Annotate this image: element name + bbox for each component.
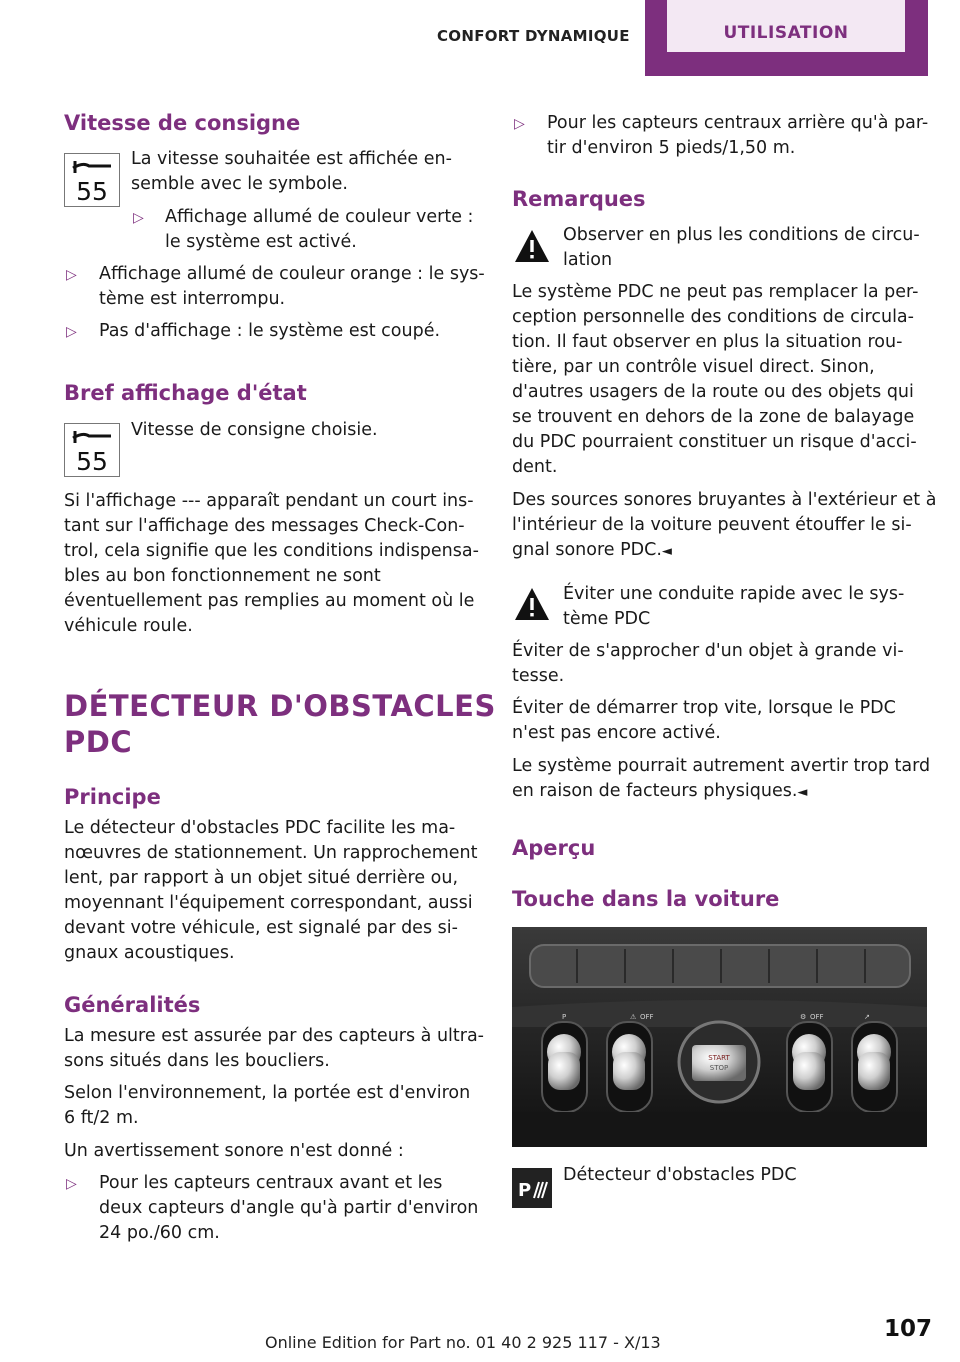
bullet-icon: ▷	[66, 324, 77, 340]
svg-text:↗: ↗	[864, 1013, 870, 1021]
bullet-icon: ▷	[514, 116, 525, 132]
bullet-no-display: Pas d'affichage : le système est coupé.	[99, 321, 441, 341]
end-marker: ◄	[661, 544, 672, 559]
bullet-front-sensors: Pour les capteurs centraux avant et les deux capteurs d'angle qu'à partir d'environ 24 po./60 cm.	[99, 1173, 479, 1243]
heading-vitesse-consigne: Vitesse de consigne	[64, 111, 301, 135]
bullet-rear-sensors: Pour les capteurs centraux arrière qu'à par- tir d'environ 5 pieds/1,50 m.	[547, 113, 929, 158]
bullet-icon: ▷	[133, 210, 144, 226]
speed-icon-number: 55	[76, 447, 108, 476]
bullet-icon: ▷	[66, 1176, 77, 1192]
svg-text:P: P	[562, 1013, 567, 1021]
heading-bref-affichage: Bref affichage d'état	[64, 381, 307, 405]
heading-principe: Principe	[64, 785, 161, 809]
remarques-paragraph-5: Le système pourrait autrement avertir trop tard en raison de facteurs physiques.◄	[512, 756, 931, 801]
svg-text:⚠: ⚠	[630, 1013, 637, 1021]
heading-touche-voiture: Touche dans la voiture	[512, 887, 780, 911]
warning-icon	[512, 224, 552, 268]
header-tab-label: UTILISATION	[723, 23, 849, 43]
heading-apercu: Aperçu	[512, 836, 596, 860]
chapter-title-line1: DÉTECTEUR D'OBSTACLES	[64, 689, 496, 723]
generalites-paragraph-1: La mesure est assurée par des capteurs à ultra- sons situés dans les boucliers.	[64, 1026, 484, 1071]
remarques-paragraph-2: Des sources sonores bruyantes à l'extérieur et à l'intérieur de la voiture peuvent étouffer le si- gnal sonore PDC.◄	[512, 490, 937, 560]
principe-paragraph: Le détecteur d'obstacles PDC facilite les ma- nœuvres de stationnement. Un rapprochement lent, par rapport à un objet situé derrière ou, moyennant l'équipement correspondant, aussi devant votre véhicule, est signalé par des si- gnaux acoustiques.	[64, 818, 478, 963]
pdc-caption: Détecteur d'obstacles PDC	[563, 1165, 797, 1185]
warning-icon	[512, 582, 552, 626]
running-header-section: CONFORT DYNAMIQUE	[437, 27, 630, 45]
switch-panel-photo	[512, 927, 927, 1147]
heading-remarques: Remarques	[512, 187, 646, 211]
remarques-paragraph-1: Le système PDC ne peut pas remplacer la per- ception personnelle des conditions de circula- tion. Il faut observer en plus la situation rou- tière, par un contrôle visuel direct. Sinon, d'autres usagers de la route ou des objets qui se trouvent en dehors de la zone de balayage du PDC pourraient constituer un risque d'acci- dent.	[512, 282, 919, 477]
bullet-orange-display: Affichage allumé de couleur orange : le sys- tème est interrompu.	[99, 264, 485, 309]
remarques-paragraph-4: Éviter de démarrer trop vite, lorsque le PDC n'est pas encore activé.	[512, 698, 896, 743]
speed-limit-icon	[64, 153, 120, 207]
page-number: 107	[884, 1316, 933, 1342]
chapter-title-line2: PDC	[64, 725, 133, 759]
remarques-paragraph-3: Éviter de s'approcher d'un objet à grande vi- tesse.	[512, 641, 904, 686]
speed-limit-icon	[64, 423, 120, 477]
bref-paragraph: Si l'affichage --- apparaît pendant un court ins- tant sur l'affichage des messages Check-Con- trol, cela signifie que les conditions indispensa- bles au bon fonctionnement ne sont éventuellement pas remplies au moment où le véhicule roule.	[64, 491, 479, 636]
end-marker: ◄	[797, 785, 808, 800]
svg-text:⚙: ⚙	[800, 1013, 807, 1021]
off-label: OFF	[640, 1013, 654, 1021]
warning-traffic-text: Observer en plus les conditions de circu- lation	[563, 225, 920, 270]
vitesse-description: La vitesse souhaitée est affichée en- semble avec le symbole.	[131, 149, 452, 194]
bullet-green-display: Affichage allumé de couleur verte : le système est activé.	[165, 207, 474, 252]
bullet-icon: ▷	[66, 267, 77, 283]
heading-generalites: Généralités	[64, 993, 201, 1017]
start-label: START	[708, 1054, 730, 1062]
generalites-paragraph-2: Selon l'environnement, la portée est d'environ 6 ft/2 m.	[64, 1083, 471, 1128]
off-label: OFF	[810, 1013, 824, 1021]
bref-description: Vitesse de consigne choisie.	[131, 420, 378, 440]
footer-edition-text: Online Edition for Part no. 01 40 2 925 117 - X/13	[265, 1333, 661, 1352]
pdc-icon	[512, 1168, 552, 1208]
svg-text:P: P	[518, 1180, 532, 1201]
generalites-paragraph-3: Un avertissement sonore n'est donné :	[64, 1141, 404, 1161]
stop-label: STOP	[709, 1064, 729, 1072]
warning-speed-text: Éviter une conduite rapide avec le sys- tème PDC	[563, 584, 905, 629]
speed-icon-number: 55	[76, 177, 108, 206]
